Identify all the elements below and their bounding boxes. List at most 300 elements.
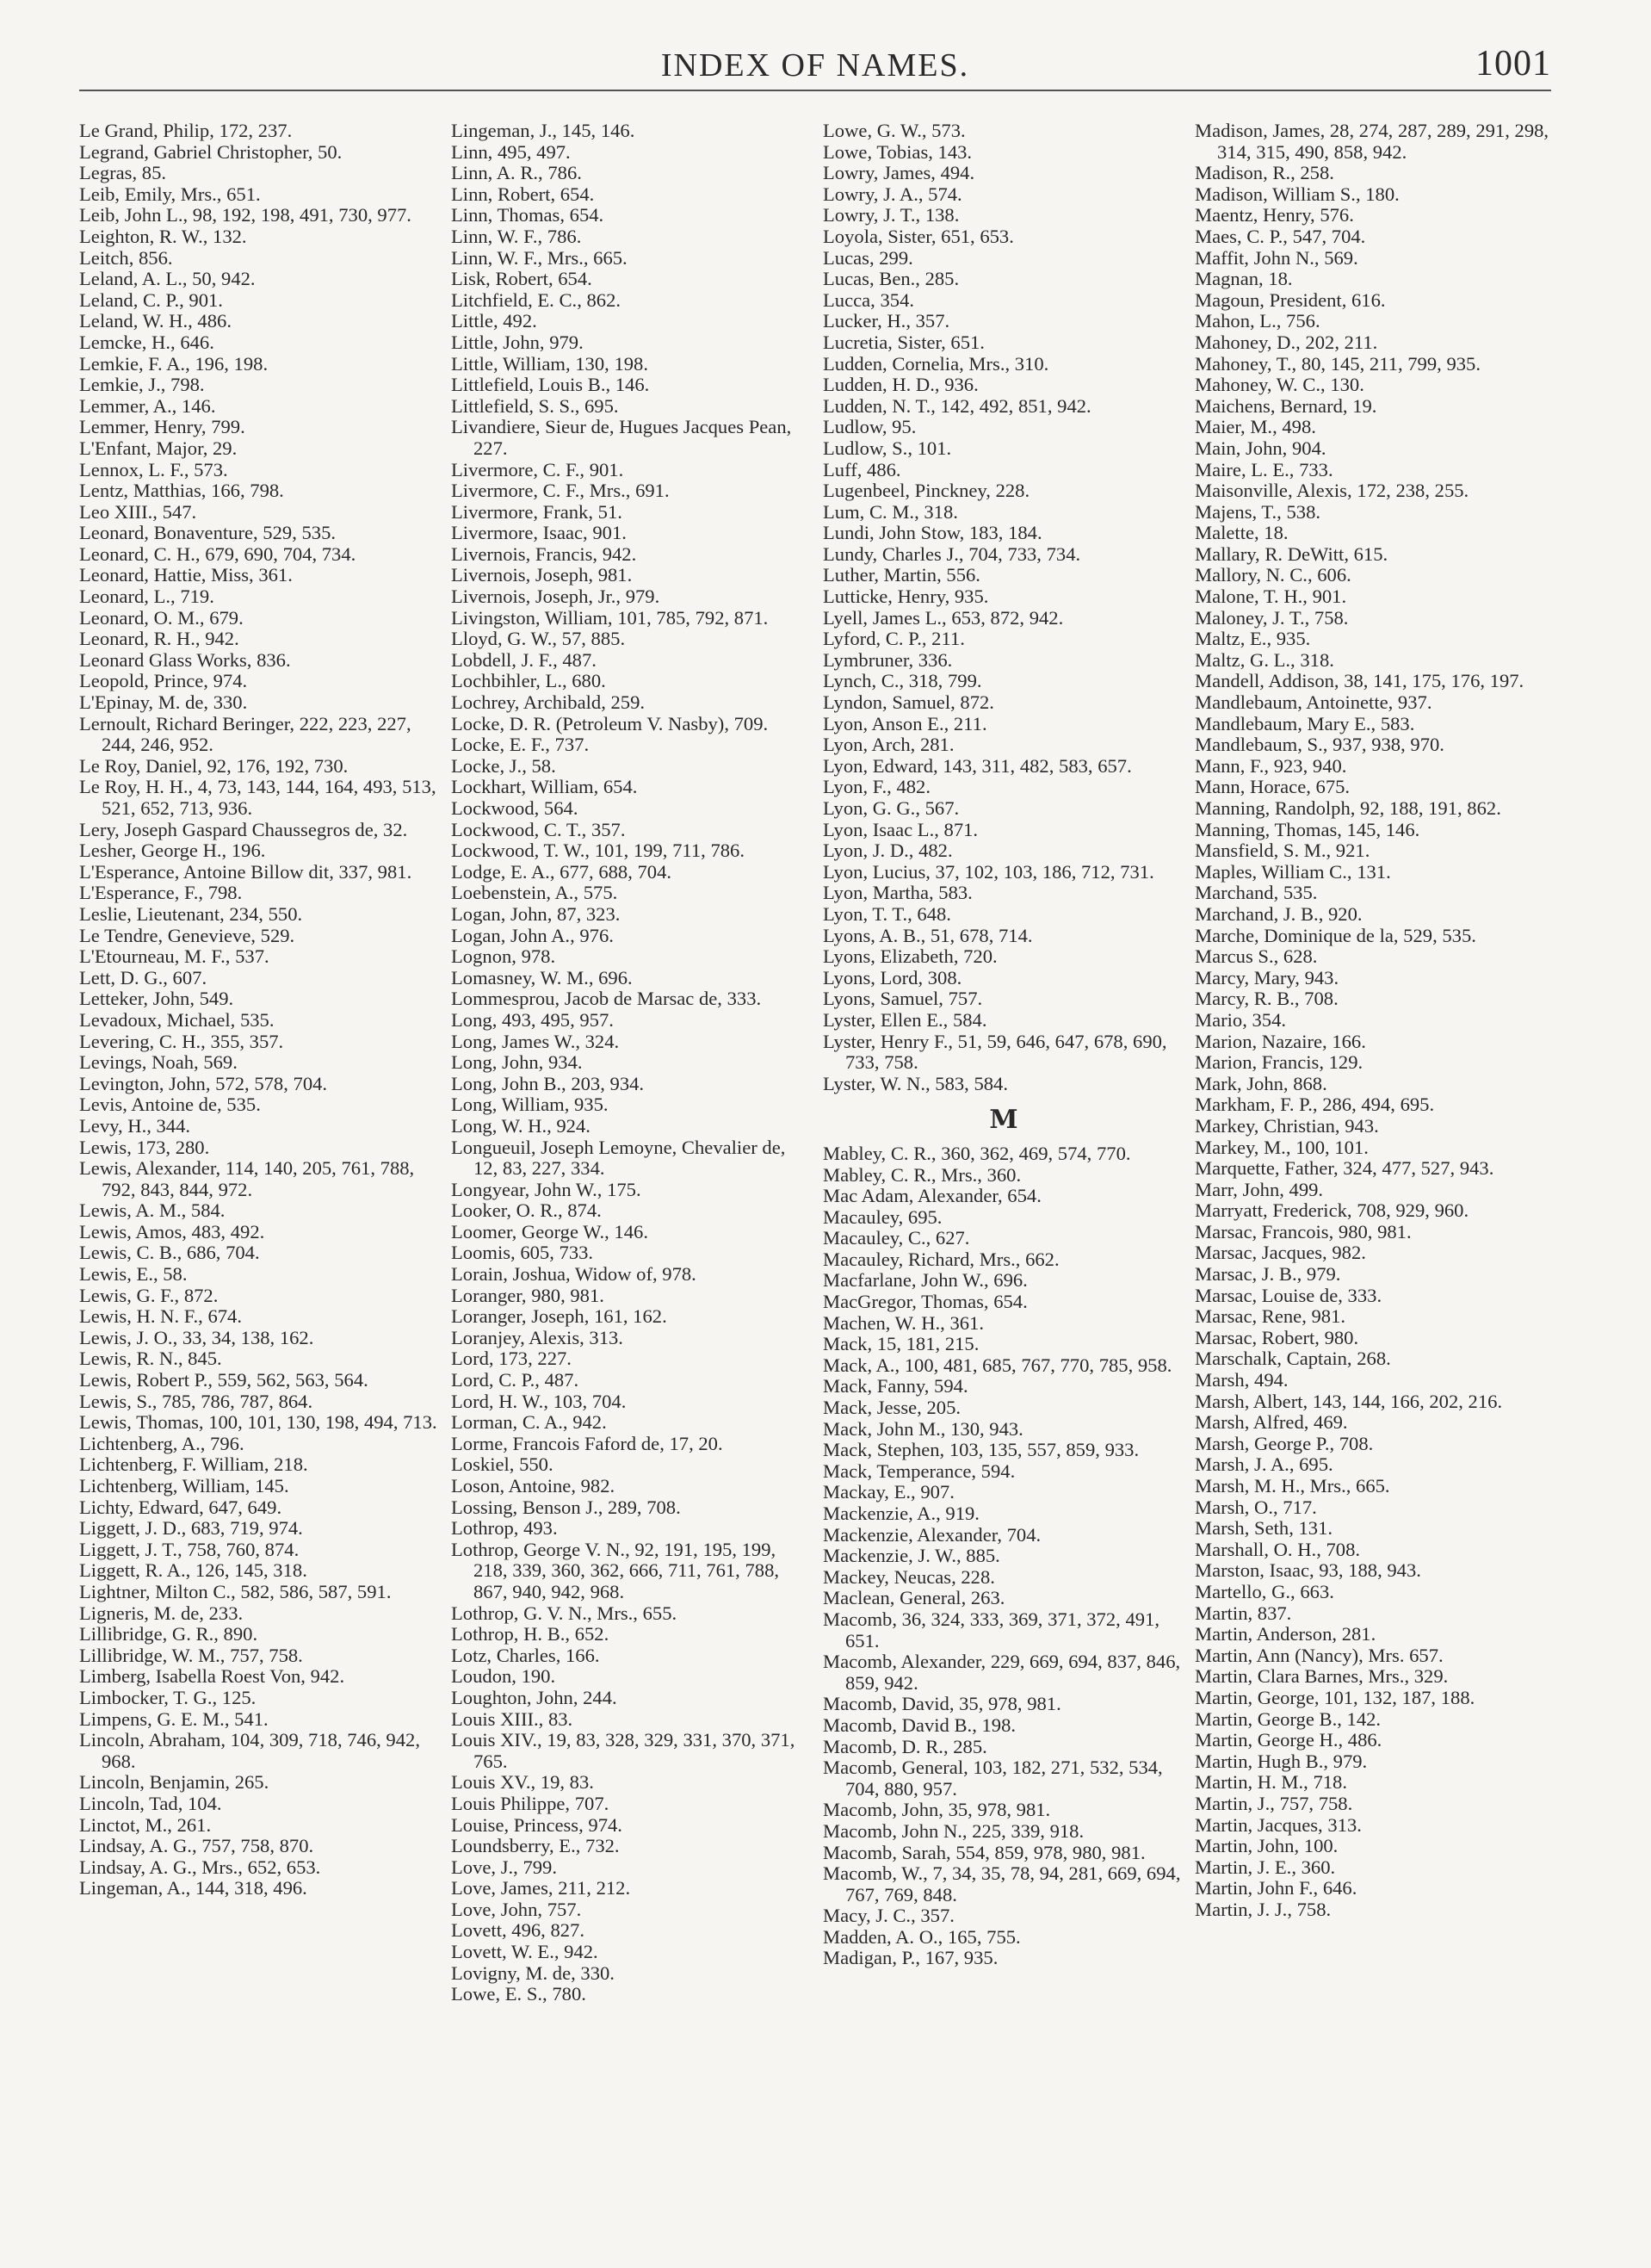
index-entry: Lyon, Anson E., 211.	[823, 712, 987, 734]
index-column-4	[1195, 121, 1556, 2256]
index-entry: Lynch, C., 318, 799.	[823, 670, 982, 692]
index-entry: Lucas, 299.	[823, 246, 913, 269]
index-entry: Marsh, M. H., Mrs., 665.	[1195, 1475, 1390, 1497]
index-entry: Love, John, 757.	[451, 1898, 582, 1920]
index-entry: Livermore, C. F., 901.	[451, 458, 624, 480]
index-entry: Louis XV., 19, 83.	[451, 1771, 594, 1794]
index-entry: Majens, T., 538.	[1195, 500, 1321, 523]
index-entry: Lyon, Arch, 281.	[823, 734, 955, 756]
index-entry: Madden, A. O., 165, 755.	[823, 1925, 1021, 1948]
index-entry: Long, W. H., 924.	[451, 1114, 591, 1137]
index-entry: Linn, W. F., 786.	[451, 225, 582, 247]
index-entry: Lyon, Lucius, 37, 102, 103, 186, 712, 731.	[823, 860, 1154, 883]
page-number: 1001	[1475, 44, 1551, 84]
index-entry: Lyon, G. G., 567.	[823, 797, 960, 819]
index-entry: Madigan, P., 167, 935.	[823, 1947, 999, 1969]
index-entry: Lugenbeel, Pinckney, 228.	[823, 480, 1030, 502]
index-entry: Mac Adam, Alexander, 654.	[823, 1185, 1042, 1207]
index-entry: Limberg, Isabella Roest Von, 942.	[79, 1665, 345, 1688]
index-entry: Magoun, President, 616.	[1195, 288, 1386, 311]
index-entry: Mack, Stephen, 103, 135, 557, 859, 933.	[823, 1439, 1140, 1461]
index-entry: Marshall, O. H., 708.	[1195, 1538, 1361, 1560]
index-entry: Livermore, C. F., Mrs., 691.	[451, 480, 670, 502]
index-entry: Leopold, Prince, 974.	[79, 670, 248, 692]
index-entry: Malette, 18.	[1195, 522, 1289, 544]
index-entry: Maire, L. E., 733.	[1195, 458, 1333, 480]
index-entry: Mann, Horace, 675.	[1195, 776, 1351, 798]
index-entry: Lett, D. G., 607.	[79, 966, 207, 988]
index-entry: Lyster, Ellen E., 584.	[823, 1008, 987, 1031]
index-entry: Mandlebaum, S., 937, 938, 970.	[1195, 734, 1444, 756]
index-entry: Liggett, R. A., 126, 145, 318.	[79, 1559, 307, 1582]
index-entry: Loughton, John, 244.	[451, 1686, 617, 1708]
index-entry: Mahoney, T., 80, 145, 211, 799, 935.	[1195, 352, 1481, 375]
index-entry: Lery, Joseph Gaspard Chaussegros de, 32.	[79, 818, 408, 840]
index-entry: Loudon, 190.	[451, 1665, 556, 1688]
index-entry: Mackenzie, A., 919.	[823, 1503, 980, 1524]
index-entry: Lowe, G. W., 573.	[823, 120, 966, 141]
index-entry: Martin, J., 757, 758.	[1195, 1792, 1353, 1814]
index-entry: Leonard Glass Works, 836.	[79, 648, 291, 671]
index-entry: Littlefield, S. S., 695.	[451, 394, 619, 417]
header-rule	[79, 90, 1551, 91]
index-entry: Lindsay, A. G., Mrs., 652, 653.	[79, 1856, 321, 1878]
index-entry: Ludlow, S., 101.	[823, 437, 952, 459]
index-entry: Mack, A., 100, 481, 685, 767, 770, 785, 958.	[823, 1354, 1172, 1376]
index-entry: Leonard, C. H., 679, 690, 704, 734.	[79, 542, 356, 565]
index-entry: Lucker, H., 357.	[823, 310, 950, 332]
index-entry: Legrand, Gabriel Christopher, 50.	[79, 140, 343, 163]
index-entry: Loskiel, 550.	[451, 1453, 553, 1476]
index-entry: Lutticke, Henry, 935.	[823, 586, 989, 608]
index-entry: Le Roy, H. H., 4, 73, 143, 144, 164, 493, 513, 521, 652, 713, 936.	[79, 776, 436, 819]
index-entry: Macauley, Richard, Mrs., 662.	[823, 1248, 1060, 1270]
index-entry: Ludden, H. D., 936.	[823, 374, 979, 396]
index-entry: Madison, James, 28, 274, 287, 289, 291, 298, 314, 315, 490, 858, 942.	[1195, 120, 1549, 163]
index-entry: Mallory, N. C., 606.	[1195, 564, 1351, 586]
index-entry: Lillibridge, G. R., 890.	[79, 1623, 258, 1645]
index-entry: Lomasney, W. M., 696.	[451, 966, 633, 988]
index-entry: Loebenstein, A., 575.	[451, 882, 618, 904]
index-entry: Manning, Randolph, 92, 188, 191, 862.	[1195, 797, 1501, 819]
index-entry: Louis Philippe, 707.	[451, 1792, 609, 1814]
index-entry: Mabley, C. R., 360, 362, 469, 574, 770.	[823, 1142, 1131, 1164]
index-entry: Lemcke, H., 646.	[79, 331, 214, 353]
index-entry: Marsac, Robert, 980.	[1195, 1326, 1359, 1348]
index-entry: Loranjey, Alexis, 313.	[451, 1326, 623, 1348]
index-entry: Mack, Temperance, 594.	[823, 1459, 1016, 1482]
index-entry: Leland, W. H., 486.	[79, 310, 232, 332]
index-entry: Levis, Antoine de, 535.	[79, 1094, 261, 1116]
index-entry: Marchand, 535.	[1195, 882, 1318, 904]
index-entry: Loomer, George W., 146.	[451, 1220, 648, 1242]
page-header	[79, 40, 1551, 88]
index-entry: Lewis, A. M., 584.	[79, 1199, 226, 1222]
index-entry: Loranger, 980, 981.	[451, 1284, 604, 1306]
index-entry: Levings, Noah, 569.	[79, 1051, 238, 1074]
index-entry: MacGregor, Thomas, 654.	[823, 1291, 1028, 1313]
index-entry: Lyster, Henry F., 51, 59, 646, 647, 678, 690, 733, 758.	[823, 1030, 1167, 1074]
index-entry: Lewis, Alexander, 114, 140, 205, 761, 788, 792, 843, 844, 972.	[79, 1157, 415, 1200]
index-entry: Leonard, Bonaventure, 529, 535.	[79, 522, 337, 544]
index-entry: Liggett, J. T., 758, 760, 874.	[79, 1538, 300, 1560]
index-entry: Marsac, Rene, 981.	[1195, 1305, 1346, 1328]
index-entry: Little, William, 130, 198.	[451, 352, 648, 375]
index-entry: Limpens, G. E. M., 541.	[79, 1707, 269, 1730]
index-entry: Lowry, James, 494.	[823, 162, 975, 184]
index-entry: Leib, Emily, Mrs., 651.	[79, 183, 261, 205]
index-entry: Lockwood, T. W., 101, 199, 711, 786.	[451, 840, 745, 862]
index-entry: Mario, 354.	[1195, 1008, 1287, 1031]
index-entry: Loyola, Sister, 651, 653.	[823, 225, 1014, 247]
index-entry: Marryatt, Frederick, 708, 929, 960.	[1195, 1199, 1469, 1222]
index-entry: Livernois, Joseph, 981.	[451, 564, 633, 586]
index-entry: Livernois, Joseph, Jr., 979.	[451, 586, 660, 608]
index-entry: Maichens, Bernard, 19.	[1195, 394, 1377, 417]
index-entry: Martin, John F., 646.	[1195, 1877, 1357, 1899]
index-entry: Lindsay, A. G., 757, 758, 870.	[79, 1835, 314, 1857]
index-entry: Lewis, J. O., 33, 34, 138, 162.	[79, 1326, 314, 1348]
index-entry: Marquette, Father, 324, 477, 527, 943.	[1195, 1157, 1494, 1180]
index-entry: Littlefield, Louis B., 146.	[451, 374, 650, 396]
index-entry: Legras, 85.	[79, 162, 167, 184]
index-entry: Martin, H. M., 718.	[1195, 1771, 1347, 1794]
index-entry: Mandell, Addison, 38, 141, 175, 176, 197.	[1195, 670, 1524, 692]
index-entry: Lovett, W. E., 942.	[451, 1941, 598, 1963]
index-entry: Leslie, Lieutenant, 234, 550.	[79, 902, 303, 925]
index-entry: Levy, H., 344.	[79, 1114, 191, 1137]
index-entry: Lockhart, William, 654.	[451, 776, 638, 798]
index-entry: Lord, H. W., 103, 704.	[451, 1390, 627, 1412]
index-entry: Leland, A. L., 50, 942.	[79, 268, 256, 290]
index-entry: Lothrop, H. B., 652.	[451, 1623, 609, 1645]
index-entry: Lommesprou, Jacob de Marsac de, 333.	[451, 988, 762, 1010]
index-entry: Leonard, Hattie, Miss, 361.	[79, 564, 293, 586]
index-entry: Macfarlane, John W., 696.	[823, 1269, 1028, 1292]
index-entry: Madison, R., 258.	[1195, 162, 1334, 184]
index-entry: Louis XIV., 19, 83, 328, 329, 331, 370, 371, 765.	[451, 1729, 795, 1772]
index-entry: Leland, C. P., 901.	[79, 288, 223, 311]
index-entry: Lyford, C. P., 211.	[823, 628, 965, 650]
index-entry: Lemmer, A., 146.	[79, 394, 216, 417]
index-entry: Letteker, John, 549.	[79, 988, 234, 1010]
index-entry: Le Grand, Philip, 172, 237.	[79, 120, 293, 141]
index-entry: Lyons, A. B., 51, 678, 714.	[823, 924, 1033, 946]
index-entry: Loomis, 605, 733.	[451, 1242, 594, 1264]
index-entry: Ludden, N. T., 142, 492, 851, 942.	[823, 394, 1091, 417]
index-entry: Lincoln, Tad, 104.	[79, 1792, 222, 1814]
index-entry: Martin, Ann (Nancy), Mrs. 657.	[1195, 1644, 1444, 1666]
index-entry: Looker, O. R., 874.	[451, 1199, 602, 1222]
index-entry: Maples, William C., 131.	[1195, 860, 1391, 883]
index-entry: Le Tendre, Genevieve, 529.	[79, 924, 295, 946]
index-entry: Martin, Hugh B., 979.	[1195, 1750, 1368, 1772]
index-entry: Lemkie, F. A., 196, 198.	[79, 352, 269, 375]
index-entry: Mack, Fanny, 594.	[823, 1375, 968, 1397]
index-entry: Lucas, Ben., 285.	[823, 268, 960, 290]
index-entry: Luff, 486.	[823, 458, 901, 480]
index-entry: Macomb, 36, 324, 333, 369, 371, 372, 491, 651.	[823, 1608, 1159, 1651]
index-entry: Lognon, 978.	[451, 945, 556, 968]
index-entry: Macomb, Alexander, 229, 669, 694, 837, 846, 859, 942.	[823, 1651, 1181, 1694]
index-entry: Lennox, L. F., 573.	[79, 458, 228, 480]
index-entry: Marchand, J. B., 920.	[1195, 902, 1363, 925]
index-entry: Martello, G., 663.	[1195, 1580, 1334, 1602]
index-entry: Lichtenberg, A., 796.	[79, 1432, 244, 1454]
index-entry: Marion, Nazaire, 166.	[1195, 1030, 1366, 1052]
index-entry: Mandlebaum, Antoinette, 937.	[1195, 691, 1432, 714]
index-entry: Lorain, Joshua, Widow of, 978.	[451, 1263, 696, 1286]
index-entry: Long, 493, 495, 957.	[451, 1008, 614, 1031]
index-entry: Mabley, C. R., Mrs., 360.	[823, 1163, 1022, 1186]
index-entry: Marsh, Albert, 143, 144, 166, 202, 216.	[1195, 1390, 1503, 1412]
index-entry: Lewis, Thomas, 100, 101, 130, 198, 494, 713.	[79, 1411, 437, 1434]
index-entry: Long, John B., 203, 934.	[451, 1072, 645, 1094]
index-entry: L'Enfant, Major, 29.	[79, 437, 238, 459]
index-entry: Little, 492.	[451, 310, 537, 332]
index-entry: Loson, Antoine, 982.	[451, 1475, 615, 1497]
index-entry: Mackenzie, J. W., 885.	[823, 1545, 1000, 1567]
index-entry: Madison, William S., 180.	[1195, 183, 1400, 205]
index-entry: Lord, C. P., 487.	[451, 1369, 579, 1391]
index-column-3	[823, 121, 1184, 2256]
index-entry: Marche, Dominique de la, 529, 535.	[1195, 924, 1476, 946]
index-entry: Locke, J., 58.	[451, 754, 556, 777]
index-entry: Levadoux, Michael, 535.	[79, 1008, 275, 1031]
index-entry: Lum, C. M., 318.	[823, 500, 958, 523]
index-entry: Love, James, 211, 212.	[451, 1877, 631, 1899]
index-entry: Lemmer, Henry, 799.	[79, 416, 245, 438]
index-entry: Mahoney, W. C., 130.	[1195, 374, 1364, 396]
index-entry: Linn, 495, 497.	[451, 140, 571, 163]
index-entry: Macomb, Sarah, 554, 859, 978, 980, 981.	[823, 1841, 1146, 1863]
index-entry: Linn, Robert, 654.	[451, 183, 595, 205]
index-entry: Lyons, Lord, 308.	[823, 966, 962, 988]
index-entry: Martin, J. E., 360.	[1195, 1856, 1336, 1878]
index-entry: Marcy, R. B., 708.	[1195, 988, 1339, 1010]
index-entry: Livingston, William, 101, 785, 792, 871.	[451, 606, 769, 629]
index-entry: Lucca, 354.	[823, 288, 915, 311]
index-entry: Long, John, 934.	[451, 1051, 583, 1074]
index-entry: Mansfield, S. M., 921.	[1195, 840, 1370, 862]
index-entry: Marsac, Francois, 980, 981.	[1195, 1220, 1412, 1242]
index-entry: Limbocker, T. G., 125.	[79, 1686, 257, 1708]
index-entry: Magnan, 18.	[1195, 268, 1293, 290]
index-entry: Leonard, O. M., 679.	[79, 606, 244, 629]
index-entry: Macomb, General, 103, 182, 271, 532, 534, 704, 880, 957.	[823, 1757, 1163, 1800]
index-entry: Lightner, Milton C., 582, 586, 587, 591.	[79, 1580, 392, 1602]
index-entry: Leonard, L., 719.	[79, 586, 214, 608]
index-entry: Markham, F. P., 286, 494, 695.	[1195, 1094, 1435, 1116]
index-entry: Loundsberry, E., 732.	[451, 1835, 620, 1857]
index-columns	[79, 121, 1568, 2256]
index-entry: Maier, M., 498.	[1195, 416, 1316, 438]
index-entry: Lichtenberg, F. William, 218.	[79, 1453, 308, 1476]
index-entry: Lewis, H. N. F., 674.	[79, 1305, 242, 1328]
index-entry: Longyear, John W., 175.	[451, 1178, 641, 1200]
index-entry: Marsh, 494.	[1195, 1369, 1289, 1391]
index-entry: Levering, C. H., 355, 357.	[79, 1030, 284, 1052]
index-entry: Linn, Thomas, 654.	[451, 204, 604, 226]
index-entry: Lincoln, Abraham, 104, 309, 718, 746, 942, 968.	[79, 1729, 420, 1772]
index-entry: Macauley, C., 627.	[823, 1227, 970, 1249]
section-letter: M	[989, 1105, 1018, 1136]
index-entry: Maltz, G. L., 318.	[1195, 648, 1334, 671]
index-entry: Lewis, Robert P., 559, 562, 563, 564.	[79, 1369, 368, 1391]
index-entry: Machen, W. H., 361.	[823, 1311, 985, 1334]
index-entry: L'Esperance, F., 798.	[79, 882, 243, 904]
index-entry: Marcus S., 628.	[1195, 945, 1318, 968]
index-entry: Main, John, 904.	[1195, 437, 1326, 459]
page-title: INDEX OF NAMES.	[660, 47, 970, 84]
index-entry: Markey, Christian, 943.	[1195, 1114, 1379, 1137]
index-entry: Marr, John, 499.	[1195, 1178, 1324, 1200]
index-entry: Lorme, Francois Faford de, 17, 20.	[451, 1432, 723, 1454]
index-entry: Martin, Jacques, 313.	[1195, 1813, 1362, 1836]
index-entry: Maffit, John N., 569.	[1195, 246, 1358, 269]
index-entry: Leib, John L., 98, 192, 198, 491, 730, 977.	[79, 204, 411, 226]
index-entry: Livandiere, Sieur de, Hugues Jacques Pean, 227.	[451, 416, 792, 459]
index-entry: Markey, M., 100, 101.	[1195, 1136, 1369, 1158]
index-entry: Marion, Francis, 129.	[1195, 1051, 1363, 1074]
index-entry: Lewis, G. F., 872.	[79, 1284, 219, 1306]
index-entry: Lockwood, 564.	[451, 797, 578, 819]
index-entry: Locke, D. R. (Petroleum V. Nasby), 709.	[451, 712, 769, 734]
index-entry: Linn, A. R., 786.	[451, 162, 582, 184]
index-entry: Marsh, George P., 708.	[1195, 1432, 1374, 1454]
index-entry: Lochbihler, L., 680.	[451, 670, 606, 692]
index-entry: Marsac, Jacques, 982.	[1195, 1242, 1366, 1264]
index-entry: Maisonville, Alexis, 172, 238, 255.	[1195, 480, 1469, 502]
index-entry: L'Epinay, M. de, 330.	[79, 691, 248, 714]
index-entry: Lochrey, Archibald, 259.	[451, 691, 646, 714]
index-entry: Loranger, Joseph, 161, 162.	[451, 1305, 667, 1328]
index-entry: Marcy, Mary, 943.	[1195, 966, 1339, 988]
index-entry: Ligneris, M. de, 233.	[79, 1602, 244, 1624]
index-entry: Macomb, John, 35, 978, 981.	[823, 1799, 1051, 1821]
index-entry: Lyell, James L., 653, 872, 942.	[823, 606, 1064, 629]
index-entry: Louise, Princess, 974.	[451, 1813, 622, 1836]
index-entry: Mallary, R. DeWitt, 615.	[1195, 542, 1388, 565]
index-entry: Martin, George, 101, 132, 187, 188.	[1195, 1686, 1475, 1708]
index-entry: Le Roy, Daniel, 92, 176, 192, 730.	[79, 754, 349, 777]
index-entry: Leitch, 856.	[79, 246, 173, 269]
index-entry: Lyon, F., 482.	[823, 776, 931, 798]
index-entry: Long, William, 935.	[451, 1094, 609, 1116]
index-entry: Lucretia, Sister, 651.	[823, 331, 985, 353]
index-entry: Macauley, 695.	[823, 1205, 943, 1228]
index-entry: Macomb, David, 35, 978, 981.	[823, 1693, 1061, 1715]
index-entry: Lingeman, A., 144, 318, 496.	[79, 1877, 307, 1899]
index-entry: Lothrop, George V. N., 92, 191, 195, 199, 218, 339, 360, 362, 666, 711, 761, 788, 867, 940, 942, 968.	[451, 1538, 780, 1602]
index-entry: Lincoln, Benjamin, 265.	[79, 1771, 269, 1794]
index-entry: Lothrop, G. V. N., Mrs., 655.	[451, 1602, 677, 1624]
index-entry: Lodge, E. A., 677, 688, 704.	[451, 860, 672, 883]
index-entry: Long, James W., 324.	[451, 1030, 620, 1052]
index-entry: Lichtenberg, William, 145.	[79, 1475, 289, 1497]
index-entry: Marsh, Alfred, 469.	[1195, 1411, 1348, 1434]
index-entry: Lymbruner, 336.	[823, 648, 953, 671]
index-entry: Leighton, R. W., 132.	[79, 225, 247, 247]
index-entry: Lorman, C. A., 942.	[451, 1411, 607, 1434]
index-entry: Mahon, L., 756.	[1195, 310, 1320, 332]
index-entry: Lyon, Edward, 143, 311, 482, 583, 657.	[823, 754, 1132, 777]
index-entry: Livernois, Francis, 942.	[451, 542, 637, 565]
index-entry: Litchfield, E. C., 862.	[451, 288, 621, 311]
index-entry: Leo XIII., 547.	[79, 500, 197, 523]
index-entry: Lothrop, 493.	[451, 1517, 558, 1540]
index-entry: Livermore, Isaac, 901.	[451, 522, 627, 544]
index-entry: Logan, John A., 976.	[451, 924, 614, 946]
index-entry: Lockwood, C. T., 357.	[451, 818, 626, 840]
index-entry: Little, John, 979.	[451, 331, 584, 353]
index-entry: Leonard, R. H., 942.	[79, 628, 239, 650]
index-entry: Marsh, J. A., 695.	[1195, 1453, 1333, 1476]
index-entry: Lyndon, Samuel, 872.	[823, 691, 994, 714]
index-entry: Martin, Anderson, 281.	[1195, 1623, 1376, 1645]
index-entry: Maltz, E., 935.	[1195, 628, 1311, 650]
index-entry: Lyons, Samuel, 757.	[823, 988, 983, 1010]
index-entry: Linn, W. F., Mrs., 665.	[451, 246, 628, 269]
index-entry: Liggett, J. D., 683, 719, 974.	[79, 1517, 303, 1540]
index-entry: Lord, 173, 227.	[451, 1348, 572, 1370]
index-entry: Lundy, Charles J., 704, 733, 734.	[823, 542, 1081, 565]
index-entry: Lewis, Amos, 483, 492.	[79, 1220, 265, 1242]
index-entry: Lobdell, J. F., 487.	[451, 648, 597, 671]
index-entry: Manning, Thomas, 145, 146.	[1195, 818, 1420, 840]
index-entry: Lowe, Tobias, 143.	[823, 140, 973, 163]
index-entry: Macy, J. C., 357.	[823, 1905, 955, 1927]
index-entry: Lewis, S., 785, 786, 787, 864.	[79, 1390, 313, 1412]
index-entry: Marsh, Seth, 131.	[1195, 1517, 1333, 1540]
index-entry: Linctot, M., 261.	[79, 1813, 212, 1836]
index-entry: Longueuil, Joseph Lemoyne, Chevalier de, 12, 83, 227, 334.	[451, 1136, 786, 1180]
index-entry: Lovigny, M. de, 330.	[451, 1961, 615, 1984]
index-entry: Mack, 15, 181, 215.	[823, 1333, 980, 1355]
index-entry: Mack, Jesse, 205.	[823, 1397, 962, 1419]
index-entry: Lewis, R. N., 845.	[79, 1348, 222, 1370]
index-entry: Macomb, D. R., 285.	[823, 1735, 987, 1757]
index-entry: Ludlow, 95.	[823, 416, 917, 438]
index-entry: Mackey, Neucas, 228.	[823, 1565, 995, 1588]
index-entry: Maloney, J. T., 758.	[1195, 606, 1349, 629]
index-entry: Luther, Martin, 556.	[823, 564, 980, 586]
index-entry: Lovett, 496, 827.	[451, 1919, 585, 1942]
index-entry: Marsac, Louise de, 333.	[1195, 1284, 1382, 1306]
index-entry: Lowry, J. T., 138.	[823, 204, 960, 226]
index-entry: Martin, 837.	[1195, 1602, 1292, 1624]
index-entry: Lichty, Edward, 647, 649.	[79, 1496, 282, 1518]
index-entry: Marschalk, Captain, 268.	[1195, 1348, 1391, 1370]
index-entry: Love, J., 799.	[451, 1856, 557, 1878]
index-entry: Martin, J. J., 758.	[1195, 1898, 1332, 1920]
index-entry: Lyons, Elizabeth, 720.	[823, 945, 998, 968]
index-entry: Lewis, E., 58.	[79, 1263, 188, 1286]
index-entry: Mahoney, D., 202, 211.	[1195, 331, 1378, 353]
index-entry: L'Etourneau, M. F., 537.	[79, 945, 269, 968]
index-entry: Maes, C. P., 547, 704.	[1195, 225, 1366, 247]
index-entry: Lingeman, J., 145, 146.	[451, 120, 635, 141]
index-entry: Lewis, C. B., 686, 704.	[79, 1242, 260, 1264]
index-entry: Maentz, Henry, 576.	[1195, 204, 1354, 226]
index-entry: Marsac, J. B., 979.	[1195, 1263, 1341, 1286]
index-column-2	[451, 121, 813, 2256]
index-column-1	[79, 121, 441, 2256]
index-entry: Martin, George H., 486.	[1195, 1729, 1382, 1751]
index-entry: Lyon, T. T., 648.	[823, 902, 951, 925]
index-entry: Macomb, John N., 225, 339, 918.	[823, 1819, 1085, 1842]
index-entry: Martin, George B., 142.	[1195, 1707, 1382, 1730]
